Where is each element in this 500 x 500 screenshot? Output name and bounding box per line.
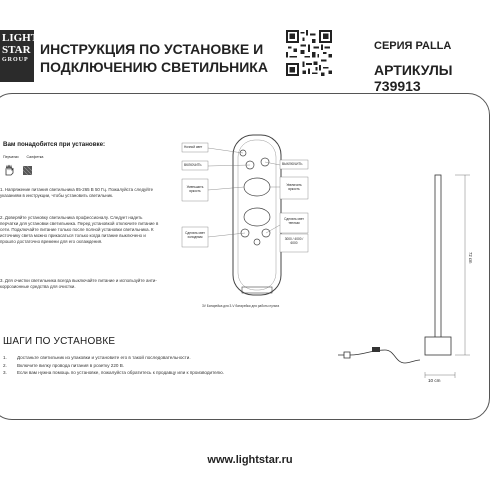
steps-list [3,354,303,377]
lamp-width-label: 10 cm [428,378,441,383]
lamp-height-label: 72 cm [468,252,473,264]
remote-label-down: Уменьшить яркость [186,185,204,193]
remote-label-up: Увеличить яркость [286,183,302,191]
step-item: 1. Достаньте светильник из упаковки и установите его в такой последовательности. [3,355,191,360]
remote-label-warm: Сделать свет теплым [284,217,304,225]
remote-label-cold: Сделать свет холодным [185,231,205,239]
remote-label-night: Ночной свет [184,145,203,149]
logo-text-top: LIGHT [2,32,39,44]
need-title: Вам понадобится при установке: [3,141,106,148]
website-url[interactable]: www.lightstar.ru [207,454,293,466]
remote-battery-note: 3V Батарейка для 3-V батарейки для работы пульта [202,304,280,308]
title-line-2: ПОДКЛЮЧЕНИЮ СВЕТИЛЬНИКА [40,59,268,75]
install-note-1: 1. Напряжение питания светильника 85-265 В 50 Гц. Пожалуйста следуйте указаниям в инструкции, чтобы установить светильник. [0,187,154,198]
remote-label-off: ВЫКЛЮЧИТЬ [282,162,303,166]
cloth-icon [23,166,32,175]
glove-icon [6,165,13,175]
remote-label-on: ВКЛЮЧИТЬ [184,163,202,167]
remote-diagram [180,135,310,315]
lamp-illustration [420,175,500,355]
step-item: 3. Если вам нужна помощь по установке, пожалуйста обратитесь к продавцу или к производителю. [3,370,224,375]
tools-labels [3,155,43,159]
remote-label-temps: 3000 / 4000 / 6000 [284,237,304,245]
tool-gloves-label: Перчатки [3,155,19,159]
series-label: СЕРИЯ PALLA [374,40,452,52]
article-number: АРТИКУЛЫ 739913 [374,62,453,94]
tool-icons [3,163,43,177]
step-item: 2. Включите вилку провода питания в розетку 220 В. [3,362,125,368]
logo-text-bottom: GROUP [2,57,29,63]
install-note-2: 2. Доверяйте установку светильника профессионалу. Следует надеть перчатки для установки светильника. Перед установкой отключите питание в сети. Подключайте питание только после полной установки светильника. К источнику света можно прикасаться только когда питание выключено и прошло достаточно времени для его охлаждения. [0,215,159,244]
steps-title: ШАГИ ПО УСТАНОВКЕ [3,336,116,347]
title-line-1: ИНСТРУКЦИЯ ПО УСТАНОВКЕ И [40,41,264,57]
brand-logo [0,30,39,82]
page-title [40,40,290,76]
qr-code [286,30,332,76]
install-note-3: 3. Для очистки светильника всегда выключайте питание и используйте анти-коррозионные средства для очистки. [0,278,157,289]
logo-text-mid: STAR [2,44,31,56]
tool-cloth-label: Салфетка [26,155,44,159]
